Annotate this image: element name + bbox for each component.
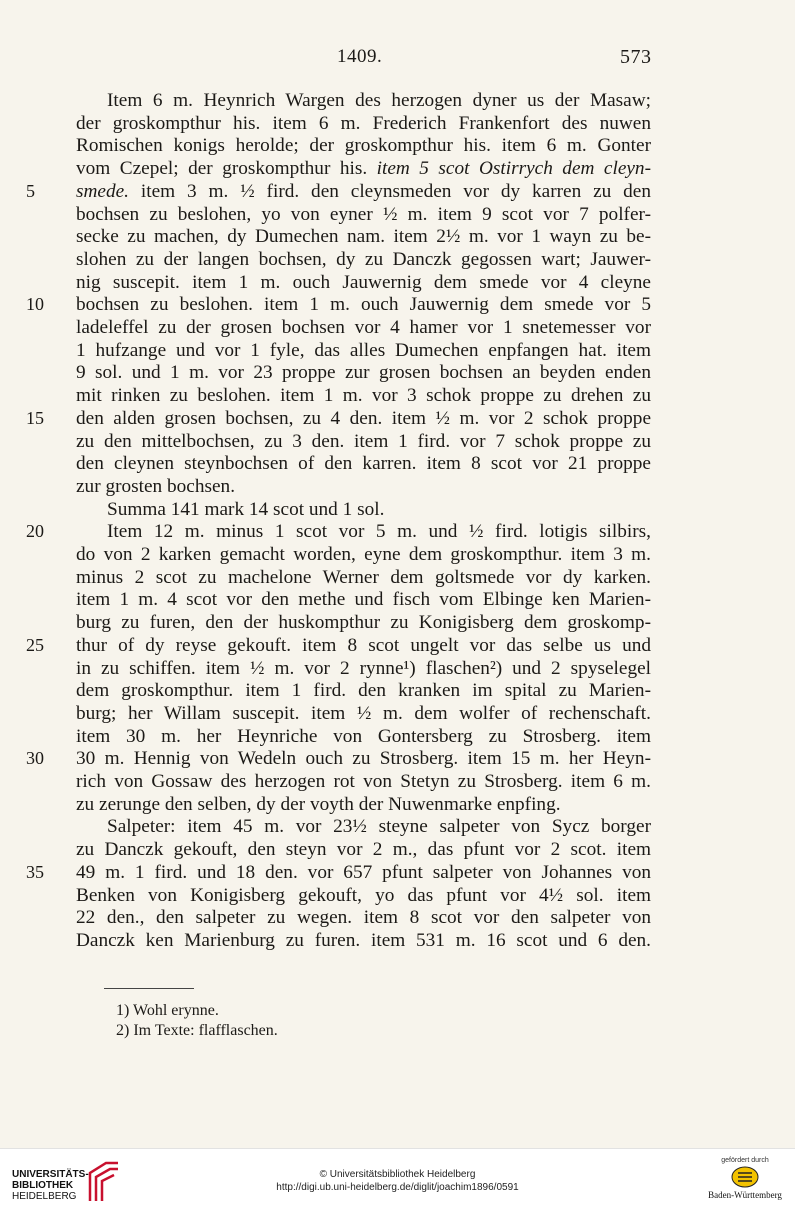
line-text: zu Danczk gekouft, den steyn vor 2 m., das pfunt vor 2 scot. item (76, 839, 651, 860)
text-line (76, 224, 651, 249)
line-text: 49 m. 1 fird. und 18 den. vor 657 pfunt salpeter von Johannes von (76, 862, 651, 883)
text-line (76, 133, 651, 158)
line-text: 30 m. Hennig von Wedeln ouch zu Strosberg. item 15 m. her Heyn- (76, 748, 651, 769)
page-header (0, 44, 795, 74)
line-text: der groskompthur his. item 6 m. Frederich Frankenfort des nuwen (76, 113, 651, 134)
line-text: den alden grosen bochsen, zu 4 den. item ½ m. vor 2 schok proppe (76, 408, 651, 429)
line-text: secke zu machen, dy Dumechen nam. item 2½ m. vor 1 wayn zu be- (76, 226, 651, 247)
line-text: item 30 m. her Heynriche von Gontersberg zu Strosberg. item (76, 726, 651, 747)
line-text: dem groskompthur. item 1 fird. den kranken im spital zu Marien- (76, 680, 651, 701)
text-line (76, 179, 651, 204)
text-line (76, 678, 651, 703)
line-number: 15 (26, 408, 44, 428)
text-line (76, 542, 651, 567)
line-text: Benken von Konigisberg gekouft, yo das pfunt vor 4½ sol. item (76, 885, 651, 906)
line-text: thur of dy reyse gekouft. item 8 scot ungelt vor das selbe us und (76, 635, 651, 656)
text-line (107, 814, 651, 839)
line-text: bochsen zu beslohen. item 1 m. ouch Jauwernig dem smede vor 5 (76, 294, 651, 315)
line-text: vom Czepel; der groskompthur his. (76, 158, 368, 179)
library-emblem-icon (86, 1159, 122, 1203)
line-text: rich von Gossaw des herzogen rot von Stetyn zu Strosberg. item 6 m. (76, 771, 651, 792)
line-text: Item 6 m. Heynrich Wargen des herzogen dyner us der Masaw; (107, 90, 651, 111)
permalink-url[interactable]: http://digi.ub.uni-heidelberg.de/diglit/joachim1896/0591 (276, 1182, 519, 1193)
line-text: item 3 m. ½ fird. den cleynsmeden vor dy karren zu den (140, 181, 652, 202)
line-text: mit rinken zu beslohen. item 1 m. vor 3 schok proppe zu drehen zu (76, 385, 651, 406)
italic-text: smede. (76, 181, 130, 202)
text-line (76, 769, 651, 794)
line-text: ladeleffel zu der grosen bochsen vor 4 hamer vor 1 snetemesser vor (76, 317, 651, 338)
line-text: in zu schiffen. item ½ m. vor 2 rynne¹) flaschen²) und 2 spyselegel (76, 658, 651, 679)
digitization-footer (0, 1148, 795, 1206)
line-number: 25 (26, 635, 44, 655)
line-text: 22 den., den salpeter zu wegen. item 8 scot vor den salpeter von (76, 907, 651, 928)
line-text: burg zu furen, den der huskompthur zu Konigisberg dem groskomp- (76, 612, 651, 633)
line-text: Summa 141 mark 14 scot und 1 sol. (107, 499, 385, 520)
footnote-1: 1) Wohl erynne. (116, 1002, 219, 1019)
text-line (76, 905, 651, 930)
line-text: Salpeter: item 45 m. vor 23½ steyne salpeter von Sycz borger (107, 816, 651, 837)
text-line (76, 315, 651, 340)
line-number: 5 (26, 181, 35, 201)
line-text: nig suscepit. item 1 m. ouch Jauwernig dem smede vor 4 cleyne (76, 272, 651, 293)
logo-text-line2: BIBLIOTHEK (12, 1180, 74, 1191)
header-year: 1409. (337, 46, 383, 67)
text-line (76, 292, 651, 317)
line-text: den cleynen steynbochsen of den karren. item 8 scot vor 21 proppe (76, 453, 651, 474)
text-line (107, 88, 651, 113)
line-text: zur grosten bochsen. (76, 476, 236, 497)
text-line (76, 701, 651, 726)
text-line (76, 451, 651, 476)
state-coat-of-arms-icon (730, 1166, 760, 1188)
logo-text-line3: HEIDELBERG (12, 1191, 77, 1202)
text-line (76, 156, 651, 181)
text-line (107, 519, 651, 544)
line-text: minus 2 scot zu machelone Werner dem goltsmede vor dy karken. (76, 567, 651, 588)
line-text: zu zerunge den selben, dy der voyth der Nuwenmarke enpfing. (76, 794, 561, 815)
line-text: zu den mittelbochsen, zu 3 den. item 1 fird. vor 7 schok proppe zu (76, 431, 651, 452)
footnote-2: 2) Im Texte: flafflaschen. (116, 1022, 278, 1039)
italic-text: item 5 scot Ostirrych dem cleyn- (376, 158, 651, 179)
line-text: do von 2 karken gemacht worden, eyne dem groskompthur. item 3 m. (76, 544, 651, 565)
line-text: 9 sol. und 1 m. vor 23 proppe zur grosen bochsen an beyden enden (76, 362, 651, 383)
line-number: 10 (26, 294, 44, 314)
text-line (76, 360, 651, 385)
text-line (76, 633, 651, 658)
text-line (76, 610, 651, 635)
text-line (76, 383, 651, 408)
line-text: 1 hufzange und vor 1 fyle, das alles Dumechen enpfangen hat. item (76, 340, 651, 361)
line-number: 30 (26, 748, 44, 768)
text-line (76, 837, 651, 862)
line-number: 35 (26, 862, 44, 882)
text-line (76, 247, 651, 272)
line-text: bochsen zu beslohen, yo von eyner ½ m. item 9 scot vor 7 polfer- (76, 204, 651, 225)
line-text: Romischen konigs herolde; der groskompthur his. item 6 m. Gonter (76, 135, 651, 156)
footnote-rule (104, 988, 194, 989)
text-line (76, 860, 651, 885)
line-text: Item 12 m. minus 1 scot vor 5 m. und ½ fird. lotigis silbirs, (107, 521, 651, 542)
text-line (76, 474, 651, 499)
text-line (76, 746, 651, 771)
copyright-notice: © Universitätsbibliothek Heidelberg (319, 1169, 476, 1180)
logo-text-line1: UNIVERSITÄTS- (12, 1169, 89, 1180)
line-text: item 1 m. 4 scot vor den methe und fisch vom Elbinge ken Marien- (76, 589, 651, 610)
funder-name: Baden-Württemberg (708, 1190, 782, 1200)
line-text: burg; her Willam suscepit. item ½ m. dem wolfer of rechenschaft. (76, 703, 651, 724)
line-text: Danczk ken Marienburg zu furen. item 531 m. 16 scot und 6 den. (76, 930, 651, 951)
text-line (76, 406, 651, 431)
text-line (76, 928, 651, 953)
line-number: 20 (26, 521, 44, 541)
funding-logo (700, 1157, 790, 1200)
funded-by-label: gefördert durch (721, 1157, 769, 1164)
line-text: slohen zu der langen bochsen, dy zu Danczk gegossen wart; Jauwer- (76, 249, 651, 270)
page-number: 573 (620, 46, 652, 68)
text-line (76, 587, 651, 612)
